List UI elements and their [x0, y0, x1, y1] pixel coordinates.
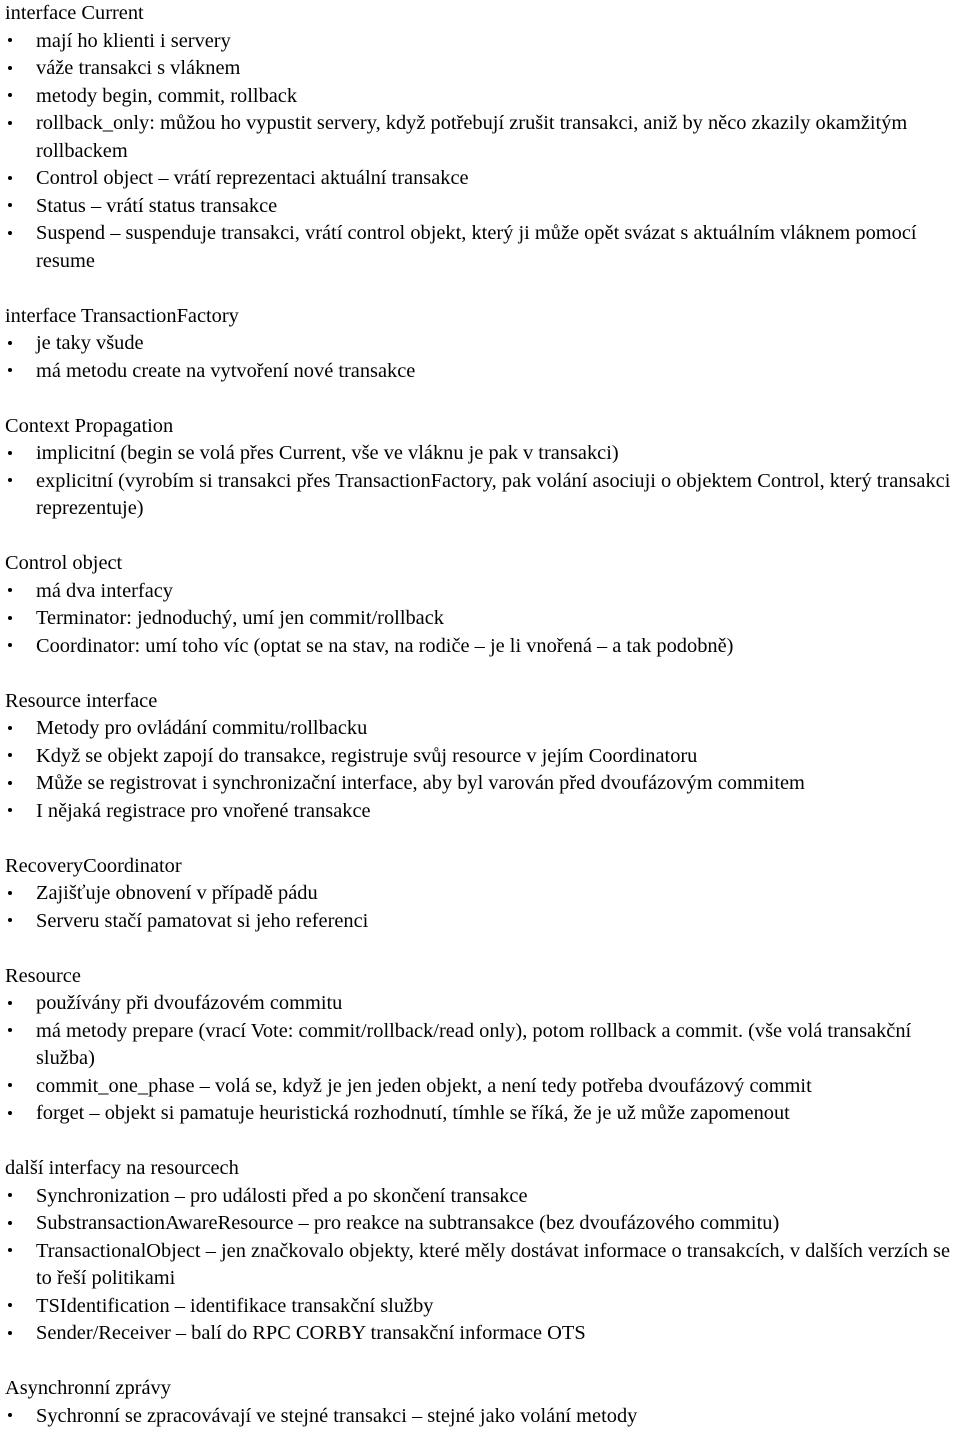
section-title: Asynchronní zprávy — [5, 1377, 171, 1399]
list-item-text: Synchronization – pro události před a po skončení transakce — [36, 1184, 528, 1207]
list-item — [5, 1073, 960, 1101]
bullet-icon — [5, 743, 15, 771]
list-item-text: Coordinator: umí toho víc (optat se na stav, na rodiče – je li vnořená – a tak podobně) — [36, 634, 734, 657]
list-item — [5, 28, 960, 56]
bullet-list — [5, 1183, 960, 1348]
section-title: další interfacy na resourcech — [5, 1157, 239, 1179]
list-item-text: TSIdentification – identifikace transakční služby — [36, 1294, 434, 1317]
bullet-icon — [5, 358, 15, 386]
section — [5, 688, 960, 826]
list-item-text: metody begin, commit, rollback — [36, 84, 298, 107]
bullet-icon — [5, 798, 15, 826]
list-item — [5, 1403, 960, 1431]
list-item — [5, 633, 960, 661]
section-title: Context Propagation — [5, 414, 174, 437]
list-item-text: Status – vrátí status transakce — [36, 194, 278, 217]
bullet-icon — [5, 110, 15, 138]
bullet-list — [5, 28, 960, 276]
section — [5, 1155, 960, 1348]
section-title: interface TransactionFactory — [5, 304, 239, 327]
bullet-icon — [5, 1100, 15, 1128]
bullet-icon — [5, 880, 15, 908]
list-item — [5, 880, 960, 908]
section — [5, 0, 960, 275]
list-item — [5, 55, 960, 83]
bullet-icon — [5, 193, 15, 221]
bullet-list — [5, 578, 960, 661]
list-item-text: TransactionalObject – jen značkovalo objekty, které měly dostávat informace o transakcích, v dalších verzích se to řeší politikami — [36, 1239, 951, 1289]
list-item-text: Terminator: jednoduchý, umí jen commit/rollback — [36, 607, 444, 629]
list-item-text: má dva interfacy — [36, 579, 173, 602]
list-item — [5, 908, 960, 936]
list-item — [5, 83, 960, 111]
list-item-text: má metodu create na vytvoření nové transakce — [36, 359, 416, 382]
list-item-text: používány při dvoufázovém commitu — [36, 992, 343, 1014]
section — [5, 1375, 960, 1430]
bullet-icon — [5, 55, 15, 83]
list-item — [5, 578, 960, 606]
bullet-icon — [5, 1210, 15, 1238]
list-item — [5, 110, 960, 165]
list-item — [5, 770, 960, 798]
list-item — [5, 165, 960, 193]
bullet-icon — [5, 440, 15, 468]
list-item — [5, 990, 960, 1018]
list-item — [5, 605, 960, 633]
bullet-icon — [5, 605, 15, 633]
list-item — [5, 1238, 960, 1293]
bullet-icon — [5, 165, 15, 193]
bullet-icon — [5, 28, 15, 56]
bullet-icon — [5, 1183, 15, 1211]
list-item-text: Control object – vrátí reprezentaci aktuální transakce — [36, 167, 469, 189]
bullet-list — [5, 1403, 960, 1431]
bullet-icon — [5, 468, 15, 496]
list-item — [5, 220, 960, 275]
list-item-text: commit_one_phase – volá se, když je jen jeden objekt, a není tedy potřeba dvoufázový commit — [36, 1074, 812, 1097]
bullet-icon — [5, 1293, 15, 1321]
list-item-text: Může se registrovat i synchronizační interface, aby byl varován před dvoufázovým commitem — [36, 772, 805, 794]
section — [5, 413, 960, 523]
list-item-text: Serveru stačí pamatovat si jeho referenci — [36, 909, 369, 932]
list-item-text: Zajišťuje obnovení v případě pádu — [36, 882, 318, 904]
list-item-text: Metody pro ovládání commitu/rollbacku — [36, 717, 368, 739]
list-item-text: mají ho klienti i servery — [36, 29, 231, 52]
list-item-text: váže transakci s vláknem — [36, 57, 241, 79]
section — [5, 303, 960, 386]
list-item — [5, 193, 960, 221]
bullet-icon — [5, 578, 15, 606]
bullet-icon — [5, 330, 15, 358]
list-item — [5, 358, 960, 386]
list-item-text: je taky všude — [36, 332, 144, 354]
list-item-text: SubstransactionAwareResource – pro reakce na subtransakce (bez dvoufázového commitu) — [36, 1212, 780, 1234]
list-item — [5, 1183, 960, 1211]
list-item — [5, 1018, 960, 1073]
list-item — [5, 1210, 960, 1238]
section — [5, 963, 960, 1128]
section-title: RecoveryCoordinator — [5, 854, 182, 877]
bullet-list — [5, 880, 960, 935]
list-item — [5, 440, 960, 468]
bullet-icon — [5, 770, 15, 798]
bullet-list — [5, 715, 960, 825]
bullet-list — [5, 440, 960, 523]
section — [5, 853, 960, 936]
section-title: Resource — [5, 964, 81, 987]
list-item — [5, 798, 960, 826]
list-item — [5, 330, 960, 358]
list-item — [5, 1320, 960, 1348]
list-item-text: Sychronní se zpracovávají ve stejné transakci – stejné jako volání metody — [36, 1404, 638, 1427]
section — [5, 550, 960, 660]
bullet-icon — [5, 220, 15, 248]
list-item-text: Sender/Receiver – balí do RPC CORBY transakční informace OTS — [36, 1322, 586, 1344]
section-title: interface Current — [5, 2, 144, 24]
bullet-icon — [5, 83, 15, 111]
list-item — [5, 1293, 960, 1321]
list-item-text: explicitní (vyrobím si transakci přes TransactionFactory, pak volání asociuji o objektem Control, který transakci reprezentuje) — [36, 469, 951, 519]
bullet-icon — [5, 1320, 15, 1348]
bullet-icon — [5, 1403, 15, 1431]
bullet-icon — [5, 1018, 15, 1046]
bullet-list — [5, 990, 960, 1128]
list-item-text: forget – objekt si pamatuje heuristická rozhodnutí, tímhle se říká, že je už může zapomenout — [36, 1102, 790, 1124]
bullet-list — [5, 330, 960, 385]
list-item-text: rollback_only: můžou ho vypustit servery, když potřebují zrušit transakci, aniž by něco zkazily okamžitým rollbackem — [36, 112, 908, 162]
list-item-text: implicitní (begin se volá přes Current, vše ve vláknu je pak v transakci) — [36, 442, 619, 464]
section-title: Resource interface — [5, 689, 158, 712]
section-title: Control object — [5, 552, 123, 574]
list-item — [5, 1100, 960, 1128]
list-item — [5, 715, 960, 743]
bullet-icon — [5, 908, 15, 936]
list-item — [5, 743, 960, 771]
list-item-text: má metody prepare (vrací Vote: commit/rollback/read only), potom rollback a commit. (vše volá transakční služba) — [36, 1019, 912, 1069]
list-item — [5, 468, 960, 523]
bullet-icon — [5, 990, 15, 1018]
list-item-text: Když se objekt zapojí do transakce, registruje svůj resource v jejím Coordinatoru — [36, 744, 698, 767]
bullet-icon — [5, 1073, 15, 1101]
list-item-text: I nějaká registrace pro vnořené transakce — [36, 799, 371, 822]
bullet-icon — [5, 715, 15, 743]
bullet-icon — [5, 633, 15, 661]
list-item-text: Suspend – suspenduje transakci, vrátí control objekt, který ji může opět svázat s aktuálním vláknem pomocí resume — [36, 222, 917, 272]
bullet-icon — [5, 1238, 15, 1266]
